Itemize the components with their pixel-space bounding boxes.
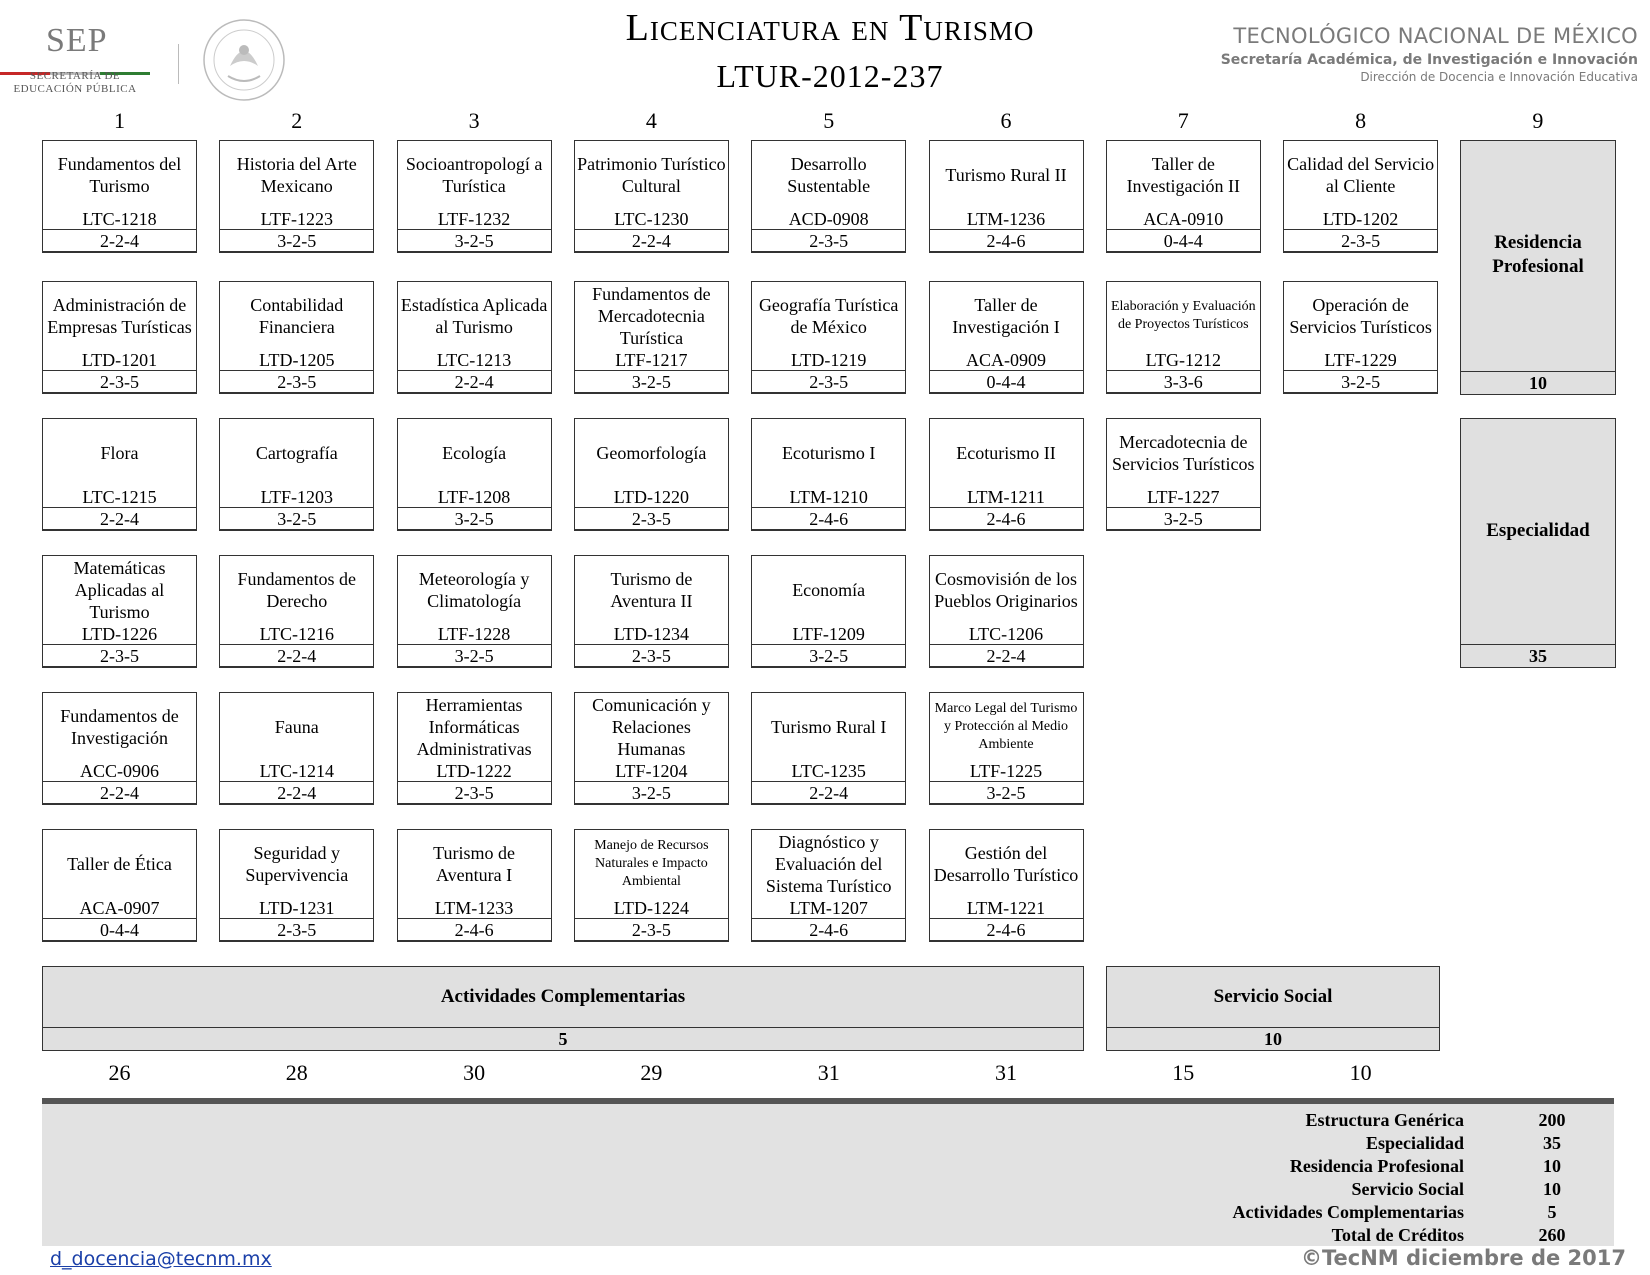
course-cell	[574, 692, 729, 804]
course-hours: 3-2-5	[751, 644, 906, 668]
course-name: Economía	[792, 580, 866, 600]
course-code: LTF-1229	[1324, 350, 1397, 370]
course-cell	[42, 829, 197, 941]
sep-logo-subtitle	[0, 70, 150, 96]
course-cell	[929, 692, 1084, 804]
course-hours: 2-4-6	[751, 918, 906, 942]
course-cell	[929, 418, 1084, 530]
semester-total: 31	[817, 1060, 840, 1085]
tecnm-subtitle2: Dirección de Docencia e Innovación Educativa	[1360, 70, 1638, 84]
course-cell	[219, 555, 374, 667]
course-code: LTD-1220	[613, 487, 690, 507]
course-cell	[397, 281, 552, 393]
residencia-value: 10	[1460, 371, 1616, 395]
course-code: ACC-0906	[79, 761, 159, 781]
course-name: Historia del Arte Mexicano	[236, 154, 357, 196]
tecnm-subtitle: Secretaría Académica, de Investigación e Innovación	[1220, 52, 1638, 68]
course-hours: 2-3-5	[574, 644, 729, 668]
course-name: Turismo de Aventura II	[610, 569, 693, 611]
course-hours: 3-2-5	[397, 507, 552, 531]
servicio-value: 10	[1106, 1027, 1440, 1051]
course-code: LTD-1202	[1322, 209, 1399, 229]
course-name: Fauna	[274, 717, 319, 737]
course-code: LTF-1217	[615, 350, 688, 370]
course-code: LTF-1225	[969, 761, 1043, 781]
course-cell	[397, 829, 552, 941]
course-code: ACA-0907	[79, 898, 160, 918]
course-hours: 2-3-5	[42, 370, 197, 394]
course-hours: 2-3-5	[42, 644, 197, 668]
course-name: Taller de Ética	[67, 854, 172, 874]
course-name: Taller de Investigación I	[952, 295, 1060, 337]
course-cell	[574, 555, 729, 667]
course-name: Socioantropologí a Turística	[405, 154, 543, 196]
course-cell	[929, 281, 1084, 393]
course-name: Administración de Empresas Turísticas	[47, 295, 192, 337]
course-cell	[42, 140, 197, 252]
course-cell	[574, 418, 729, 530]
course-name: Meteorología y Climatología	[418, 569, 530, 611]
course-hours: 2-4-6	[929, 918, 1084, 942]
course-code: LTM-1221	[966, 898, 1046, 918]
credits-summary	[42, 1098, 1614, 1246]
actividades-label: Actividades Complementarias	[440, 986, 686, 1007]
course-code: LTD-1234	[613, 624, 690, 644]
summary-label: Total de Créditos	[1331, 1225, 1464, 1245]
course-name: Diagnóstico y Evaluación del Sistema Turístico	[765, 832, 892, 896]
summary-value: 10	[1543, 1156, 1561, 1176]
course-hours: 2-4-6	[929, 229, 1084, 253]
semester-total: 29	[640, 1060, 663, 1085]
course-hours: 2-4-6	[751, 507, 906, 531]
course-code: LTF-1208	[437, 487, 511, 507]
residencia-block	[1460, 140, 1616, 395]
course-name: Mercadotecnia de Servicios Turísticos	[1112, 432, 1255, 474]
actividades-value: 5	[42, 1027, 1084, 1051]
course-code: ACA-0910	[1143, 209, 1224, 229]
course-code: LTC-1230	[614, 209, 689, 229]
semester-number: 4	[645, 108, 657, 133]
course-code: LTM-1236	[966, 209, 1046, 229]
contact-email-link[interactable]: d_docencia@tecnm.mx	[50, 1248, 272, 1270]
course-code: LTC-1213	[436, 350, 512, 370]
course-hours: 2-2-4	[397, 370, 552, 394]
logo-divider	[178, 44, 179, 84]
course-hours: 3-2-5	[574, 370, 729, 394]
course-hours: 3-2-5	[1283, 370, 1438, 394]
course-code: LTD-1226	[81, 624, 158, 644]
course-hours: 2-2-4	[929, 644, 1084, 668]
course-code: LTF-1204	[615, 761, 688, 781]
course-code: LTC-1206	[968, 624, 1044, 644]
course-name: Comunicación y Relaciones Humanas	[592, 695, 711, 759]
course-cell	[1106, 140, 1261, 252]
semester-number: 3	[468, 108, 480, 133]
summary-value: 260	[1538, 1225, 1566, 1245]
semester-number: 5	[823, 108, 835, 133]
course-hours: 2-2-4	[42, 781, 197, 805]
course-code: LTM-1211	[967, 487, 1045, 507]
course-name: Cosmovisión de los Pueblos Originarios	[934, 569, 1078, 611]
course-name: Geomorfología	[596, 443, 707, 463]
course-cell	[42, 418, 197, 530]
course-hours: 3-2-5	[219, 229, 374, 253]
course-name: Matemáticas Aplicadas al Turismo	[73, 558, 166, 622]
sep-logo-text: SEP	[46, 22, 108, 59]
page-title: Licenciatura en Turismo	[625, 7, 1035, 49]
summary-value: 35	[1543, 1133, 1561, 1153]
course-hours: 0-4-4	[42, 918, 197, 942]
semester-total: 30	[463, 1060, 486, 1085]
especialidad-block	[1460, 418, 1616, 668]
course-code: LTF-1227	[1147, 487, 1220, 507]
course-cell	[42, 555, 197, 667]
course-cell	[751, 555, 906, 667]
course-name: Ecoturismo I	[781, 443, 876, 463]
course-cell	[397, 692, 552, 804]
course-cell	[929, 829, 1084, 941]
course-hours: 2-2-4	[42, 229, 197, 253]
semester-number: 1	[114, 108, 125, 133]
course-code: LTD-1205	[259, 350, 335, 370]
especialidad-value: 35	[1460, 644, 1616, 668]
course-code: LTC-1216	[259, 624, 334, 644]
course-hours: 3-2-5	[397, 229, 552, 253]
course-code: LTM-1233	[434, 898, 514, 918]
course-name: Geografía Turística de México	[758, 295, 899, 337]
course-name: Gestión del Desarrollo Turístico	[933, 843, 1079, 885]
course-code: LTG-1212	[1145, 350, 1221, 370]
course-hours: 3-2-5	[397, 644, 552, 668]
summary-label: Especialidad	[1365, 1133, 1464, 1153]
course-cell	[751, 829, 906, 941]
course-name: Herramientas Informáticas Administrativas	[416, 695, 532, 759]
course-code: LTF-1209	[792, 624, 865, 644]
course-hours: 0-4-4	[929, 370, 1084, 394]
course-hours: 2-3-5	[574, 918, 729, 942]
course-name: Operación de Servicios Turísticos	[1289, 295, 1432, 337]
course-cell	[574, 829, 729, 941]
actividades-block	[42, 966, 1084, 1051]
course-name: Fundamentos de Mercadotecnia Turística	[592, 284, 711, 348]
course-hours: 3-2-5	[574, 781, 729, 805]
course-name: Calidad del Servicio al Cliente	[1287, 154, 1435, 196]
course-name: Contabilidad Financiera	[250, 295, 344, 337]
course-cell	[751, 418, 906, 530]
course-cell	[397, 418, 552, 530]
course-code: LTD-1201	[81, 350, 158, 370]
course-cell	[42, 281, 197, 393]
course-hours: 2-4-6	[929, 507, 1084, 531]
mexican-seal-icon	[200, 16, 288, 104]
course-code: LTD-1224	[613, 898, 690, 918]
especialidad-label: Especialidad	[1486, 520, 1590, 541]
course-cell	[397, 140, 552, 252]
residencia-label: Residencia Profesional	[1492, 232, 1584, 277]
course-hours: 2-2-4	[42, 507, 197, 531]
course-hours: 2-2-4	[219, 644, 374, 668]
sep-sub-line1: SECRETARÍA DE	[29, 70, 121, 82]
summary-label: Servicio Social	[1351, 1179, 1464, 1199]
course-cell	[929, 555, 1084, 667]
course-code: LTF-1228	[437, 624, 511, 644]
course-hours: 2-2-4	[751, 781, 906, 805]
course-cell	[1283, 281, 1438, 393]
course-cell	[219, 281, 374, 393]
course-cell	[219, 692, 374, 804]
course-hours: 2-3-5	[574, 507, 729, 531]
semester-total: 31	[995, 1060, 1017, 1085]
course-hours: 2-2-4	[219, 781, 374, 805]
course-hours: 2-3-5	[751, 229, 906, 253]
semester-number: 2	[291, 108, 303, 133]
course-name: Ecología	[442, 443, 507, 463]
course-hours: 3-3-6	[1106, 370, 1261, 394]
sep-sub-line2: EDUCACIÓN PÚBLICA	[13, 83, 137, 95]
summary-label: Actividades Complementarias	[1232, 1202, 1464, 1222]
course-cell	[1106, 418, 1261, 530]
summary-value: 5	[1547, 1202, 1557, 1222]
plan-code: LTUR-2012-237	[716, 58, 944, 94]
course-hours: 2-4-6	[397, 918, 552, 942]
course-name: Manejo de Recursos Naturales e Impacto Ambiental	[594, 838, 709, 889]
course-hours: 2-3-5	[751, 370, 906, 394]
course-code: LTD-1219	[791, 350, 867, 370]
course-cell	[397, 555, 552, 667]
course-cell	[574, 140, 729, 252]
course-name: Ecoturismo II	[956, 443, 1056, 463]
course-name: Desarrollo Sustentable	[787, 154, 871, 196]
course-cell	[42, 692, 197, 804]
semester-number: 7	[1177, 108, 1189, 133]
course-hours: 2-3-5	[219, 370, 374, 394]
course-code: LTD-1231	[259, 898, 335, 918]
summary-label: Residencia Profesional	[1289, 1156, 1464, 1176]
semester-number: 6	[1000, 108, 1012, 133]
course-cell	[1283, 140, 1438, 252]
semester-total: 28	[285, 1060, 308, 1085]
copyright: ©TecNM diciembre de 2017	[1301, 1246, 1626, 1270]
course-hours: 3-2-5	[219, 507, 374, 531]
semester-total: 10	[1349, 1060, 1372, 1085]
course-hours: 2-2-4	[574, 229, 729, 253]
sep-logo-bar	[0, 62, 150, 65]
semester-total: 15	[1172, 1060, 1195, 1085]
course-name: Fundamentos de Investigación	[60, 706, 179, 748]
course-code: LTC-1218	[82, 209, 157, 229]
course-name: Turismo de Aventura I	[433, 843, 516, 885]
course-hours: 2-3-5	[1283, 229, 1438, 253]
course-cell	[1106, 281, 1261, 393]
course-code: LTF-1232	[437, 209, 511, 229]
course-name: Patrimonio Turístico Cultural	[577, 154, 726, 196]
course-code: LTM-1207	[789, 898, 868, 918]
course-hours: 3-2-5	[929, 781, 1084, 805]
course-name: Estadística Aplicada al Turismo	[400, 295, 548, 337]
course-name: Seguridad y Supervivencia	[245, 843, 349, 885]
course-cell	[751, 140, 906, 252]
course-name: Cartografía	[255, 443, 338, 463]
course-code: LTF-1203	[260, 487, 333, 507]
course-code: LTD-1222	[436, 761, 512, 781]
course-code: ACD-0908	[788, 209, 869, 229]
semester-total: 26	[108, 1060, 131, 1085]
course-hours: 0-4-4	[1106, 229, 1261, 253]
course-hours: 3-2-5	[1106, 507, 1261, 531]
semester-number: 9	[1532, 108, 1544, 133]
summary-label: Estructura Genérica	[1305, 1110, 1464, 1130]
course-name: Fundamentos del Turismo	[57, 154, 182, 196]
course-code: LTF-1223	[260, 209, 333, 229]
course-cell	[574, 281, 729, 393]
summary-value: 10	[1543, 1179, 1561, 1199]
course-code: LTM-1210	[789, 487, 868, 507]
course-code: LTC-1215	[82, 487, 157, 507]
course-cell	[219, 829, 374, 941]
course-name: Turismo Rural II	[945, 165, 1067, 185]
course-name: Elaboración y Evaluación de Proyectos Turísticos	[1110, 299, 1256, 332]
course-name: Taller de Investigación II	[1126, 154, 1241, 196]
semester-number: 8	[1355, 108, 1367, 133]
course-code: LTC-1214	[259, 761, 334, 781]
course-code: LTC-1235	[791, 761, 866, 781]
course-hours: 2-3-5	[219, 918, 374, 942]
tecnm-title: TECNOLÓGICO NACIONAL DE MÉXICO	[1233, 24, 1638, 48]
summary-value: 200	[1538, 1110, 1566, 1130]
course-cell	[751, 692, 906, 804]
servicio-label: Servicio Social	[1213, 986, 1333, 1007]
course-name: Flora	[100, 443, 139, 463]
course-cell	[219, 140, 374, 252]
course-code: ACA-0909	[966, 350, 1046, 370]
servicio-block	[1106, 966, 1440, 1051]
course-hours: 2-3-5	[397, 781, 552, 805]
course-cell	[219, 418, 374, 530]
course-cell	[929, 140, 1084, 252]
course-cell	[751, 281, 906, 393]
course-name: Turismo Rural I	[771, 717, 887, 737]
course-name: Fundamentos de Derecho	[237, 569, 357, 611]
course-name: Marco Legal del Turismo y Protección al Medio Ambiente	[934, 701, 1078, 752]
